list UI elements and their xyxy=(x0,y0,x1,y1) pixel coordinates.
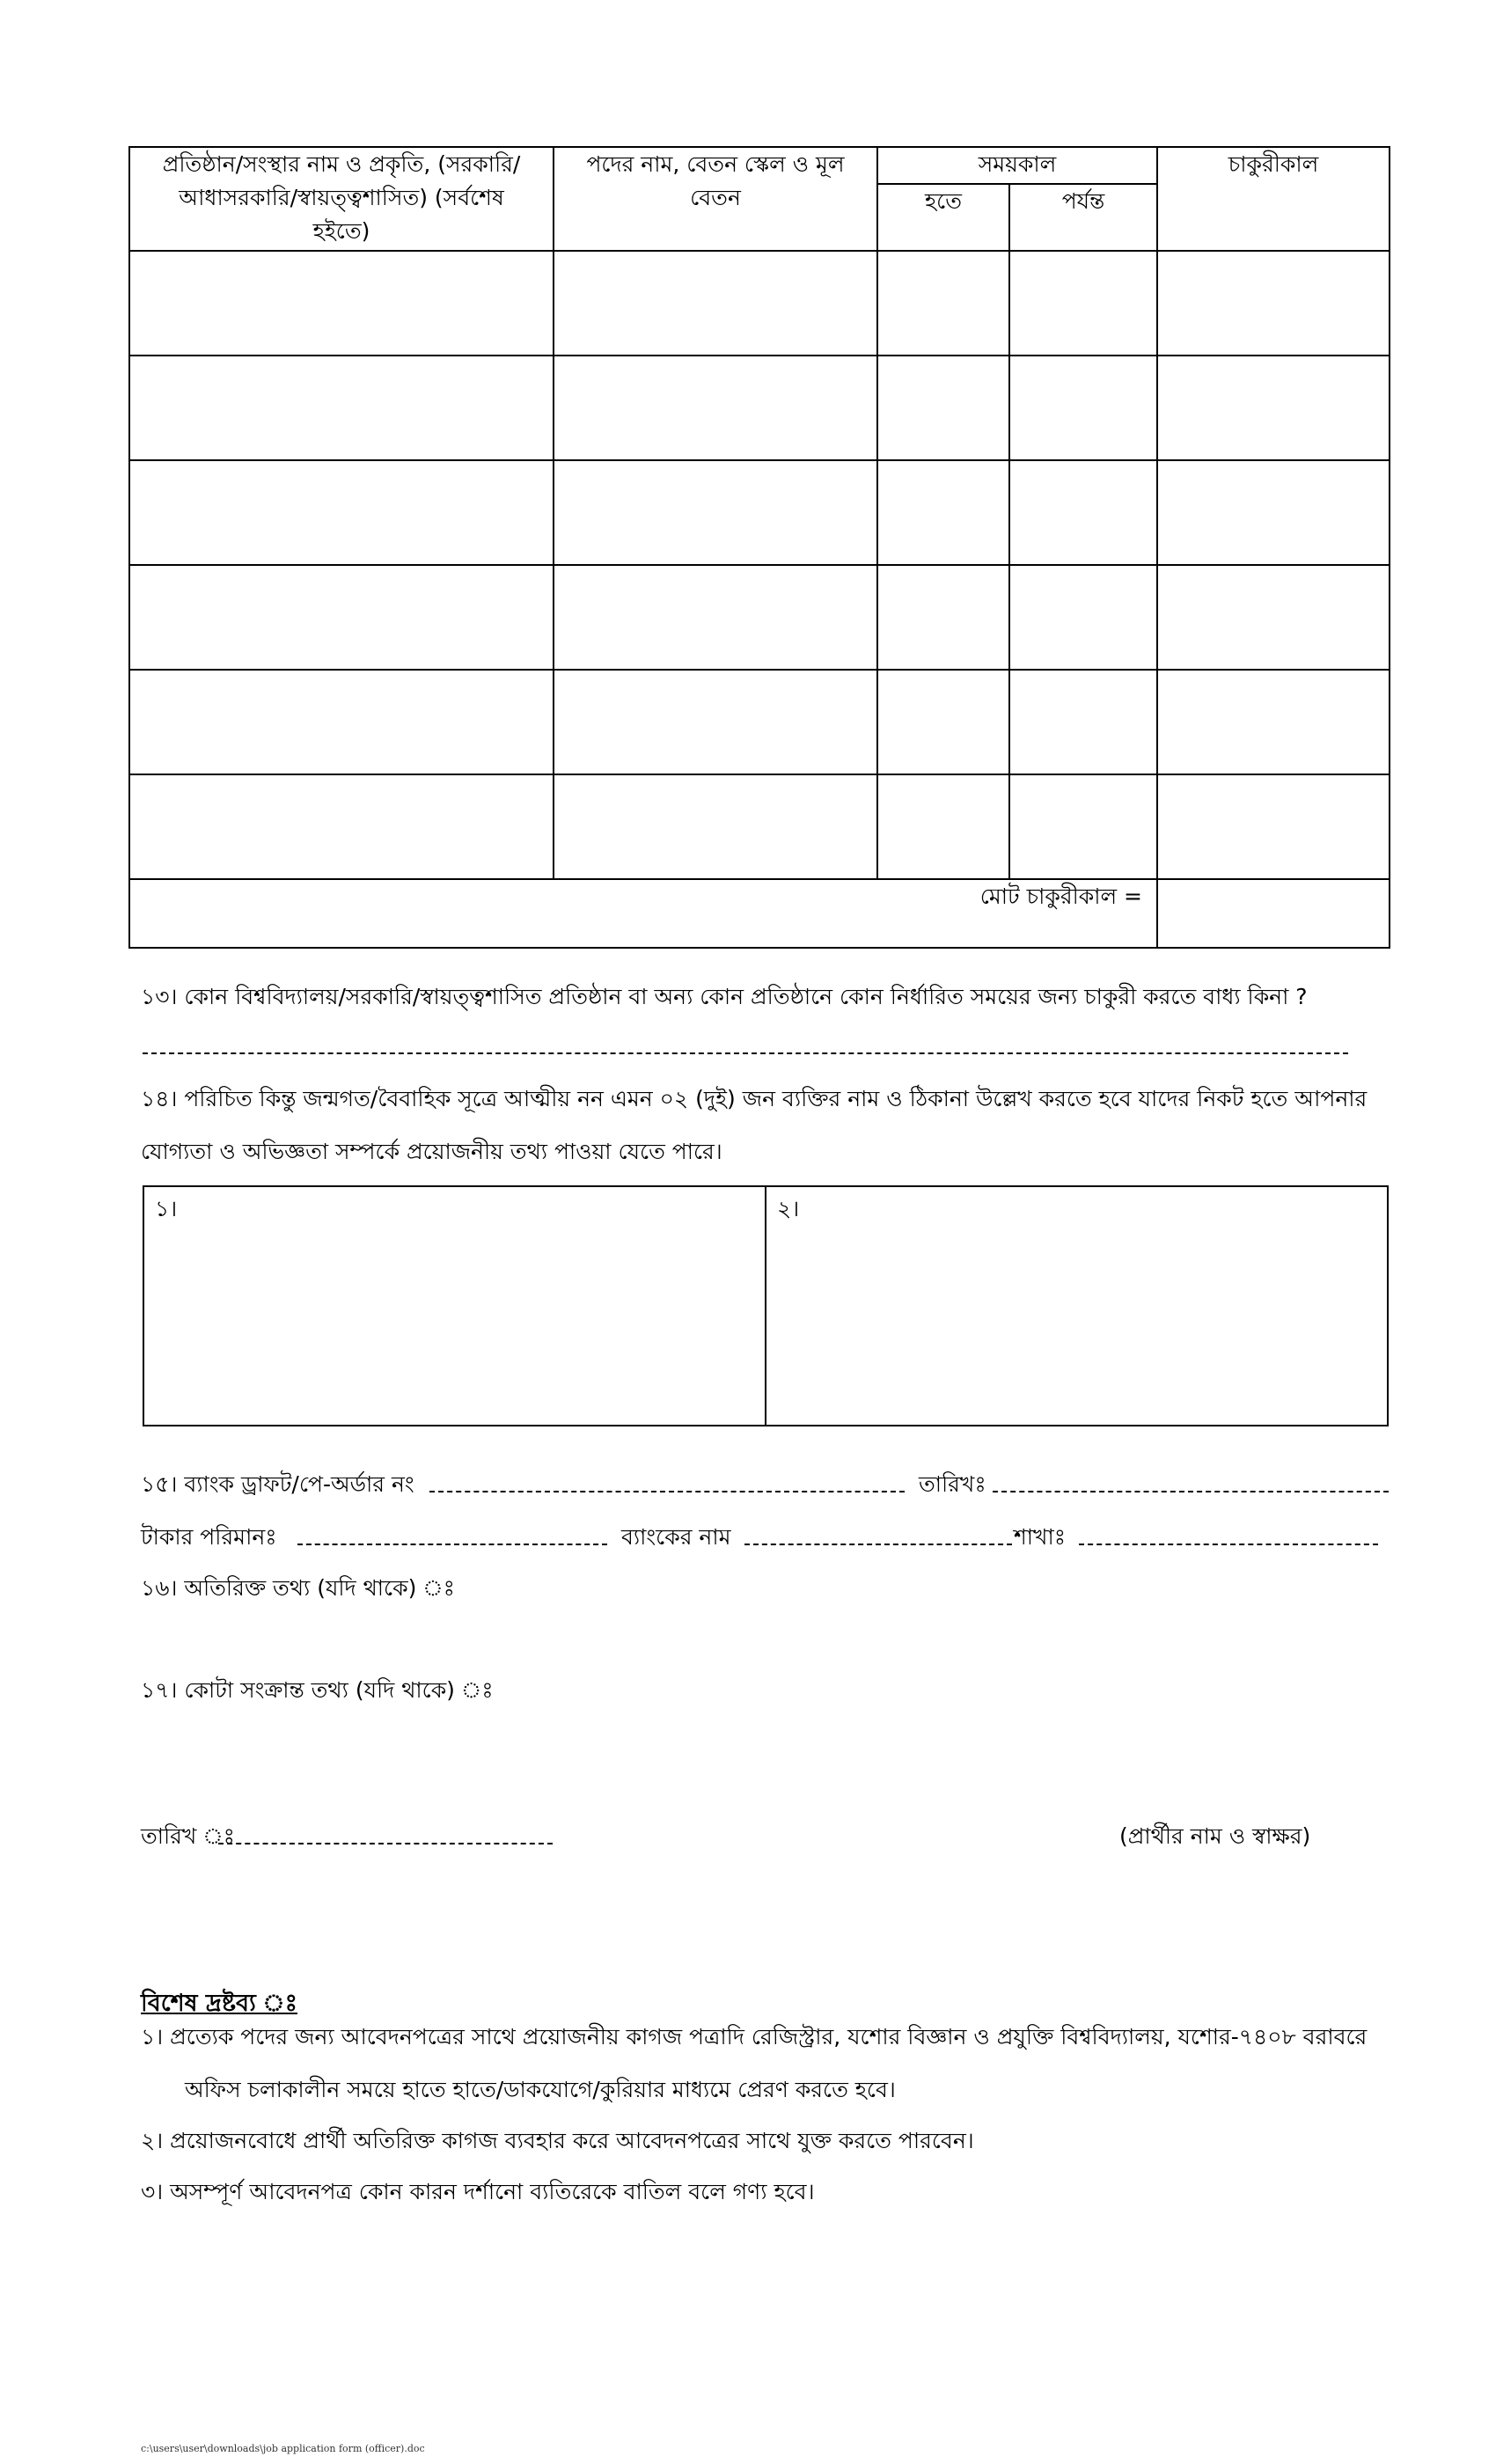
bank-name-field[interactable] xyxy=(744,1544,1012,1545)
draft-date-field[interactable] xyxy=(993,1491,1389,1492)
reference-1-cell[interactable] xyxy=(144,1187,765,1425)
cell-from[interactable] xyxy=(877,774,1009,879)
note-3: ৩। অসম্পূর্ণ আবেদনপত্র কোন কারন দর্শানো ব্যতিরেকে বাতিল বলে গণ্য হবে। xyxy=(141,2179,815,2204)
table-row xyxy=(129,565,1390,670)
cell-org[interactable] xyxy=(129,460,554,565)
bank-draft-number-field[interactable] xyxy=(429,1491,905,1492)
signature-date-label: তারিখ ঃ xyxy=(141,1823,235,1849)
question-17: ১৭। কোটা সংক্রান্ত তথ্য (যদি থাকে) ঃ xyxy=(141,1677,494,1703)
cell-post[interactable] xyxy=(554,460,877,565)
draft-date-label: তারিখঃ xyxy=(919,1471,986,1497)
amount-label: টাকার পরিমানঃ xyxy=(141,1524,277,1550)
cell-duration[interactable] xyxy=(1157,460,1390,565)
amount-field[interactable] xyxy=(297,1544,607,1545)
note-1-line1: ১। প্রত্যেক পদের জন্য আবেদনপত্রের সাথে প্রয়োজনীয় কাগজ পত্রাদি রেজিস্ট্রার, যশোর বিজ্ঞান ও প্রযুক্তি বিশ্ববিদ্যালয়, যশোর-৭৪০৮ বরাবরে xyxy=(141,2024,1368,2050)
cell-org[interactable] xyxy=(129,670,554,774)
table-row xyxy=(129,460,1390,565)
reference-2-label: ২। xyxy=(777,1196,800,1221)
branch-field[interactable] xyxy=(1079,1544,1378,1545)
header-org: প্রতিষ্ঠান/সংস্থার নাম ও প্রকৃতি, (সরকারি/ আধাসরকারি/স্বায়ত্ত্বশাসিত) (সর্বশেষ হইতে) xyxy=(129,147,554,251)
header-from: হতে xyxy=(877,184,1009,251)
cell-post[interactable] xyxy=(554,251,877,356)
reference-2-cell[interactable] xyxy=(765,1187,1387,1425)
total-row xyxy=(129,879,1390,948)
cell-duration[interactable] xyxy=(1157,356,1390,460)
note-1-line2: অফিস চলাকালীন সময়ে হাতে হাতে/ডাকযোগে/কুরিয়ার মাধ্যমে প্রেরণ করতে হবে। xyxy=(185,2077,896,2102)
cell-org[interactable] xyxy=(129,774,554,879)
cell-post[interactable] xyxy=(554,774,877,879)
applicant-signature-label: (প্রার্থীর নাম ও স্বাক্ষর) xyxy=(1119,1823,1311,1849)
answer-line-13[interactable] xyxy=(143,1052,1348,1054)
cell-post[interactable] xyxy=(554,670,877,774)
cell-post[interactable] xyxy=(554,565,877,670)
cell-from[interactable] xyxy=(877,565,1009,670)
cell-duration[interactable] xyxy=(1157,670,1390,774)
cell-from[interactable] xyxy=(877,670,1009,774)
table-row xyxy=(129,670,1390,774)
cell-to[interactable] xyxy=(1009,774,1157,879)
cell-duration[interactable] xyxy=(1157,251,1390,356)
cell-duration[interactable] xyxy=(1157,774,1390,879)
cell-from[interactable] xyxy=(877,251,1009,356)
cell-to[interactable] xyxy=(1009,251,1157,356)
cell-from[interactable] xyxy=(877,356,1009,460)
cell-duration[interactable] xyxy=(1157,565,1390,670)
cell-org[interactable] xyxy=(129,356,554,460)
header-post: পদের নাম, বেতন স্কেল ও মূল বেতন xyxy=(554,147,877,251)
cell-to[interactable] xyxy=(1009,460,1157,565)
header-duration: চাকুরীকাল xyxy=(1157,147,1390,251)
header-to: পর্যন্ত xyxy=(1009,184,1157,251)
cell-post[interactable] xyxy=(554,356,877,460)
cell-to[interactable] xyxy=(1009,356,1157,460)
header-period: সময়কাল xyxy=(877,147,1157,184)
special-notes-title: বিশেষ দ্রষ্টব্য ঃ xyxy=(141,1990,298,2017)
cell-to[interactable] xyxy=(1009,670,1157,774)
question-14-line1: ১৪। পরিচিত কিন্তু জন্মগত/বৈবাহিক সূত্রে আত্মীয় নন এমন ০২ (দুই) জন ব্যক্তির নাম ও ঠিকানা উল্লেখ করতে হবে যাদের নিকট হতে আপনার xyxy=(141,1086,1368,1111)
question-16: ১৬। অতিরিক্ত তথ্য (যদি থাকে) ঃ xyxy=(141,1575,455,1601)
table-row xyxy=(129,251,1390,356)
table-row xyxy=(129,774,1390,879)
branch-label: শাখাঃ xyxy=(1014,1524,1067,1550)
bank-name-label: ব্যাংকের নাম xyxy=(621,1524,731,1550)
reference-box xyxy=(143,1185,1389,1426)
question-14-line2: যোগ্যতা ও অভিজ্ঞতা সম্পর্কে প্রয়োজনীয় তথ্য পাওয়া যেতে পারে। xyxy=(141,1139,722,1164)
cell-from[interactable] xyxy=(877,460,1009,565)
reference-1-label: ১। xyxy=(155,1196,178,1221)
note-2: ২। প্রয়োজনবোধে প্রার্থী অতিরিক্ত কাগজ ব্যবহার করে আবেদনপত্রের সাথে যুক্ত করতে পারবেন। xyxy=(141,2128,974,2153)
cell-org[interactable] xyxy=(129,251,554,356)
document-path-footer: c:\users\user\downloads\job application form (officer).doc xyxy=(141,2443,425,2454)
signature-date-field[interactable] xyxy=(218,1843,553,1844)
employment-history-table xyxy=(128,146,1390,949)
question-13: ১৩। কোন বিশ্ববিদ্যালয়/সরকারি/স্বায়ত্ত্বশাসিত প্রতিষ্ঠান বা অন্য কোন প্রতিষ্ঠানে কোন নির্ধারিত সময়ের জন্য চাকুরী করতে বাধ্য কিনা ? xyxy=(141,984,1308,1009)
cell-to[interactable] xyxy=(1009,565,1157,670)
cell-org[interactable] xyxy=(129,565,554,670)
table-row xyxy=(129,356,1390,460)
bank-draft-label: ১৫। ব্যাংক ড্রাফট/পে-অর্ডার নং xyxy=(141,1471,414,1497)
total-label: মোট চাকুরীকাল = xyxy=(129,879,1157,948)
total-duration-cell[interactable] xyxy=(1157,879,1390,948)
